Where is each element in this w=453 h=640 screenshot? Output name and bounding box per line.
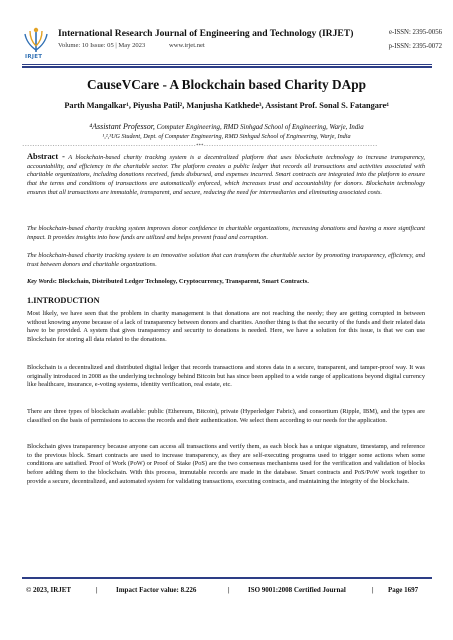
footer-copyright: © 2023, IRJET bbox=[26, 586, 72, 594]
paper-title: CauseVCare - A Blockchain based Charity DApp bbox=[86, 77, 367, 92]
header-rule-thick bbox=[22, 66, 432, 68]
introduction-heading: 1.INTRODUCTION bbox=[27, 296, 100, 305]
journal-title: International Research Journal of Engineering and Technology (IRJET) bbox=[58, 28, 354, 39]
intro-paragraph-2: Blockchain is a decentralized and distributed digital ledger that records transactions and stores data in a secure, transparent, and tamper-proof way. It was originally introduced in 2008 as the underlying technology behind Bitcoin but has since been applied to a wide range of applications beyond digital currency like healthcare, insurance, e-voting systems, identity verification, real estate, etc. bbox=[27, 364, 425, 389]
intro-paragraph-4: Blockchain gives transparency because anyone can access all transactions and verify them, as each block has a unique signature, timestamp, and reference to the previous block. Smart contracts are used to increase transparency, as they are self-executing programs used to trigger some actions when some conditions are satisfied. Proof of Work (PoW) or Proof of Stake (PoS) are the two consensus mechanisms used for the verification and validation of blocks before adding them to the blockchain. With this process, immutable records are made in the database. Smart contracts and PoS/PoW work together to provide a secure, decentralized, and automated system for validating transactions, executing contracts, and maintaining the integrity of the blockchain. bbox=[27, 443, 425, 485]
abstract-paragraph-3: The blockchain-based charity tracking system is an innovative solution that can transform the charitable sector by promoting transparency, efficiency, and trust between donors and charitable organizations. bbox=[27, 252, 425, 268]
volume-info: Volume: 10 Issue: 05 | May 2023 bbox=[58, 42, 146, 49]
footer-rule bbox=[22, 577, 432, 579]
eissn: e-ISSN: 2395-0056 bbox=[388, 29, 442, 36]
footer-iso: ISO 9001:2008 Certified Journal bbox=[248, 586, 346, 594]
journal-header bbox=[22, 26, 442, 66]
paper-authors: Parth Mangalkar¹, Piyusha Patil², Manjusha Katkhede³, Assistant Prof. Sonal S. Fatangare⁴ bbox=[64, 101, 389, 110]
intro-paragraph-3: There are three types of blockchain available: public (Ethereum, Bitcoin), private (Hyperledger Fabric), and consortium (Ripple, IBM), and the types are classified on the basis of permissions to access the records and their authentication. We select them according to our needs for the application. bbox=[27, 408, 425, 424]
journal-website: www.irjet.net bbox=[168, 42, 205, 49]
abstract-paragraph-1 bbox=[27, 153, 425, 198]
affiliation-2: ¹,²,³UG Student, Dept. of Computer Engineering, RMD Sinhgad School of Engineering, Warje, India bbox=[102, 133, 351, 140]
keywords-line bbox=[27, 278, 425, 287]
affiliation-1-rest: Computer Engineering, RMD Sinhgad School of Engineering, Warje, India bbox=[154, 124, 364, 131]
abstract-paragraph-2: The blockchain-based charity tracking system improves donor confidence in charitable organizations, increasing donations and having a more significant impact. It provides insights into how funds are utilized and helps prevent fraud and corruption. bbox=[27, 225, 425, 241]
abstract-text-1: A blockchain-based charity tracking system is a decentralized platform that uses blockchain technology to increase transparency, accountability, and efficiency in the charitable sector. The platform creates a public ledger that records all transactions and activities associated with charitable organizations, including donations received, funds disbursed, and expenses incurred. Smart contracts are integrated into the platform to ensure that the terms and conditions of transactions are automatically enforced, which increases trust and accountability for donors. Blockchain technology ensures that all transactions are immutable, transparent, and secure, reducing the need for intermediaries and eliminating associated costs. bbox=[27, 154, 425, 196]
intro-paragraph-1: Most likely, we have seen that the problem in charity management is that donations are not reaching the needy; they are getting corrupted in between without knowing anyone because of a lack of transparency between donors and charities. Another thing is that the security of the funds and their related data have to be provided. A system that gives transparency and security to donations is needed. Here, we have a solution for this issue, is that we can use Blockchain for storing all data related to the donations. bbox=[27, 310, 425, 344]
journal-subline bbox=[58, 42, 227, 49]
logo-text: IRJET bbox=[25, 54, 43, 60]
section-separator: ---------------------------------------------------------------------***--------------------------------------------------------------------- bbox=[22, 143, 378, 148]
footer-divider-1: | bbox=[96, 586, 98, 594]
keywords-label: Key Words bbox=[27, 278, 55, 285]
abstract-label: Abstract - bbox=[27, 152, 65, 161]
pissn: p-ISSN: 2395-0072 bbox=[388, 43, 442, 50]
footer-page-number: Page 1697 bbox=[388, 586, 419, 594]
footer-divider-3: | bbox=[372, 586, 374, 594]
footer-impact-factor: Impact Factor value: 8.226 bbox=[116, 586, 197, 594]
header-rule bbox=[22, 64, 432, 65]
affiliation-1 bbox=[0, 122, 453, 131]
affiliation-1-prefix: ⁴Assistant Professor, bbox=[89, 122, 155, 131]
keywords-text: : Blockchain, Distributed Ledger Technology, Cryptocurrency, Transparent, Smart Contracts. bbox=[54, 278, 309, 285]
footer-divider-2: | bbox=[228, 586, 230, 594]
